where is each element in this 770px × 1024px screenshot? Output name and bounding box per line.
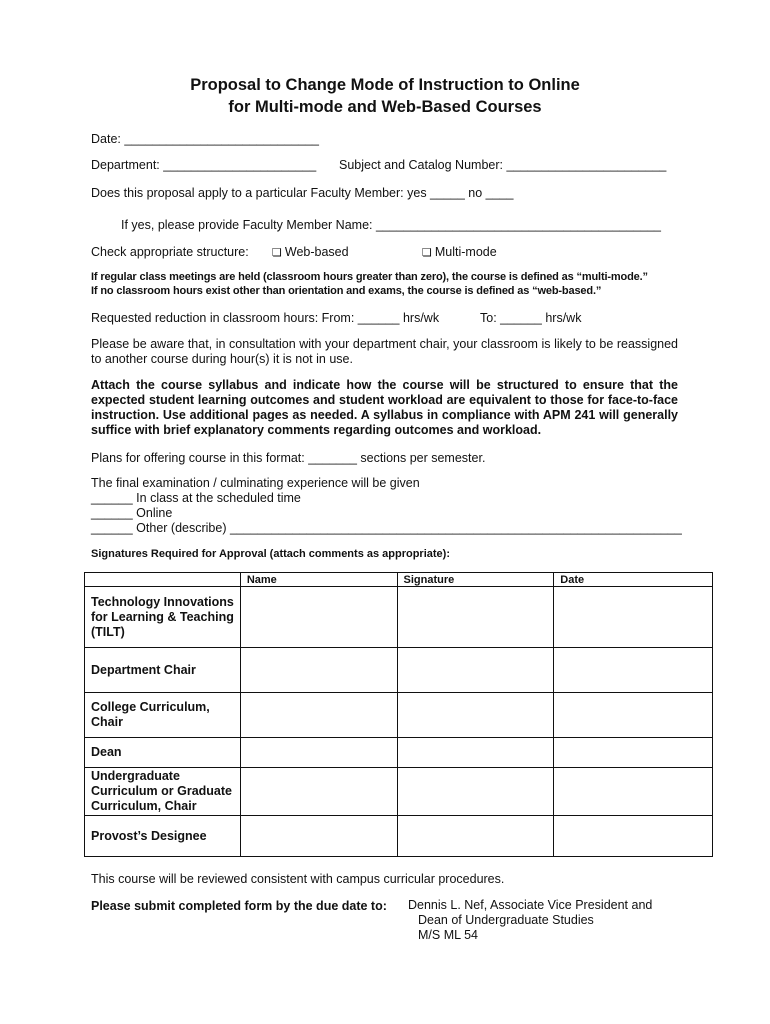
table-row [85,768,713,816]
signature-cell[interactable] [397,738,554,768]
final-exam-online-option[interactable]: ______ Online [91,506,173,520]
submit-address-line-1: Dennis L. Nef, Associate Vice President and [408,898,653,912]
web-based-label: Web-based [284,245,349,259]
name-column-header: Name [240,573,397,587]
submit-address-line-3: M/S ML 54 [418,928,478,942]
submit-instruction: Please submit completed form by the due date to: [91,899,387,913]
signature-table-header [85,573,713,587]
date-column-header: Date [554,573,713,587]
signatures-heading: Signatures Required for Approval (attach comments as appropriate): [91,548,450,560]
subject-catalog-field[interactable]: Subject and Catalog Number: _______________________ [339,158,667,172]
signature-table [84,572,713,857]
date-cell[interactable] [554,738,713,768]
structure-label: Check appropriate structure: [91,245,249,259]
multi-mode-option[interactable] [422,245,497,259]
department-field[interactable]: Department: ______________________ [91,158,317,172]
review-notice: This course will be reviewed consistent with campus curricular procedures. [91,872,505,886]
name-cell[interactable] [240,816,397,857]
date-cell[interactable] [554,648,713,693]
table-row [85,587,713,648]
reduction-to-field[interactable]: To: ______ hrs/wk [480,311,582,325]
date-field[interactable]: Date: ____________________________ [91,132,320,146]
multi-mode-definition: If regular class meetings are held (classroom hours greater than zero), the course is defined as “multi-mode.” [91,271,648,283]
signature-cell[interactable] [397,816,554,857]
date-cell[interactable] [554,693,713,738]
role-college-curriculum-chair: College Curriculum, Chair [85,693,241,738]
role-column-header [85,573,241,587]
date-cell[interactable] [554,816,713,857]
sections-per-semester-field[interactable]: Plans for offering course in this format: _______ sections per semester. [91,451,486,465]
final-exam-other-option[interactable]: ______ Other (describe) _________________________________________________________________ [91,521,682,535]
signature-cell[interactable] [397,648,554,693]
table-row [85,648,713,693]
name-cell[interactable] [240,693,397,738]
final-exam-intro: The final examination / culminating experience will be given [91,476,420,490]
table-row [85,693,713,738]
checkbox-icon[interactable]: ❏ [272,246,282,259]
name-cell[interactable] [240,768,397,816]
classroom-reassignment-notice: Please be aware that, in consultation with your department chair, your classroom is likely to be reassigned to another course during hour(s) it is not in use. [91,337,678,366]
date-cell[interactable] [554,587,713,648]
web-based-definition: If no classroom hours exist other than orientation and exams, the course is defined as “web-based.” [91,285,602,297]
final-exam-in-class-option[interactable]: ______ In class at the scheduled time [91,491,301,505]
table-row [85,816,713,857]
role-tilt: Technology Innovations for Learning & Teaching (TILT) [85,587,241,648]
role-undergraduate-graduate-curriculum-chair: Undergraduate Curriculum or Graduate Curriculum, Chair [85,768,241,816]
role-provosts-designee: Provost’s Designee [85,816,241,857]
reduction-from-field[interactable]: Requested reduction in classroom hours: From: ______ hrs/wk [91,311,440,325]
signature-cell[interactable] [397,768,554,816]
role-dean: Dean [85,738,241,768]
title-line-1: Proposal to Change Mode of Instruction to Online [190,76,580,94]
role-department-chair: Department Chair [85,648,241,693]
multi-mode-label: Multi-mode [434,245,497,259]
name-cell[interactable] [240,587,397,648]
name-cell[interactable] [240,738,397,768]
signature-cell[interactable] [397,587,554,648]
web-based-option[interactable] [272,245,349,259]
title-line-2: for Multi-mode and Web-Based Courses [228,98,542,116]
name-cell[interactable] [240,648,397,693]
signature-cell[interactable] [397,693,554,738]
checkbox-icon[interactable]: ❏ [422,246,432,259]
faculty-member-question[interactable]: Does this proposal apply to a particular Faculty Member: yes _____ no ____ [91,186,514,200]
signature-column-header: Signature [397,573,554,587]
syllabus-instructions: Attach the course syllabus and indicate how the course will be structured to ensure that the expected student learning outcomes and student workload are equivalent to those for face-to-face instruction. Use additional pages as needed. A syllabus in compliance with APM 241 will generally suffice with brief explanatory comments regarding outcomes and workload. [91,378,678,437]
submit-address-line-2: Dean of Undergraduate Studies [418,913,594,927]
date-cell[interactable] [554,768,713,816]
table-row [85,738,713,768]
faculty-member-name-field[interactable]: If yes, please provide Faculty Member Name: _________________________________________ [121,218,661,232]
